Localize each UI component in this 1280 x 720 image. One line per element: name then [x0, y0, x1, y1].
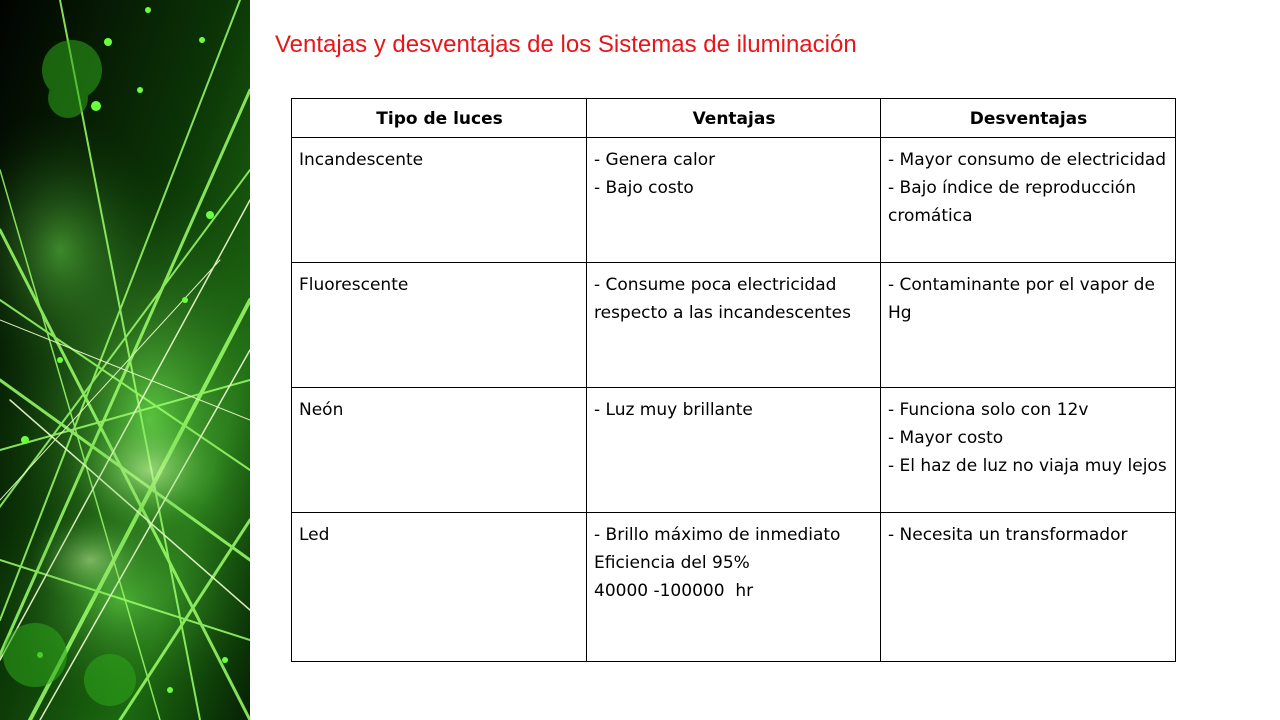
advantage-item: 40000 -100000 hr [594, 581, 754, 601]
advantage-item: Eficiencia del 95% [594, 553, 750, 573]
disadvantage-item: - Necesita un transformador [888, 525, 1128, 545]
green-light-fibers-image [0, 0, 250, 720]
disadvantage-item: - Funciona solo con 12v [888, 400, 1089, 420]
table-header-row [292, 99, 1176, 138]
column-header-advantages: Ventajas [587, 99, 881, 138]
advantage-item: - Brillo máximo de inmediato [594, 525, 841, 545]
advantage-item: - Consume poca electricidad respecto a las incandescentes [594, 275, 851, 323]
table-row [292, 388, 1176, 513]
table-row [292, 513, 1176, 662]
disadvantage-item: - Contaminante por el vapor de Hg [888, 275, 1155, 323]
table-row [292, 263, 1176, 388]
cell-type [292, 388, 587, 513]
lighting-systems-table [291, 98, 1176, 662]
table-row [292, 138, 1176, 263]
advantage-item: - Genera calor [594, 150, 716, 170]
advantage-item: - Bajo costo [594, 178, 694, 198]
advantage-item: - Luz muy brillante [594, 400, 753, 420]
disadvantage-item: - Mayor costo [888, 428, 1004, 448]
cell-advantages [587, 513, 881, 662]
column-header-disadvantages: Desventajas [881, 99, 1176, 138]
light-type-label: Led [299, 525, 330, 545]
cell-disadvantages [881, 138, 1176, 263]
cell-type [292, 263, 587, 388]
column-header-type: Tipo de luces [292, 99, 587, 138]
light-fibers-graphic [0, 0, 250, 720]
light-type-label: Incandescente [299, 150, 424, 170]
light-type-label: Fluorescente [299, 275, 409, 295]
cell-disadvantages [881, 263, 1176, 388]
cell-advantages [587, 263, 881, 388]
disadvantage-item: - El haz de luz no viaja muy lejos [888, 456, 1167, 476]
cell-type [292, 138, 587, 263]
light-type-label: Neón [299, 400, 344, 420]
slide-title: Ventajas y desventajas de los Sistemas de iluminación [275, 31, 857, 58]
disadvantage-item: - Mayor consumo de electricidad [888, 150, 1167, 170]
cell-disadvantages [881, 513, 1176, 662]
cell-disadvantages [881, 388, 1176, 513]
cell-advantages [587, 388, 881, 513]
cell-type [292, 513, 587, 662]
disadvantage-item: - Bajo índice de reproducción cromática [888, 178, 1137, 226]
cell-advantages [587, 138, 881, 263]
